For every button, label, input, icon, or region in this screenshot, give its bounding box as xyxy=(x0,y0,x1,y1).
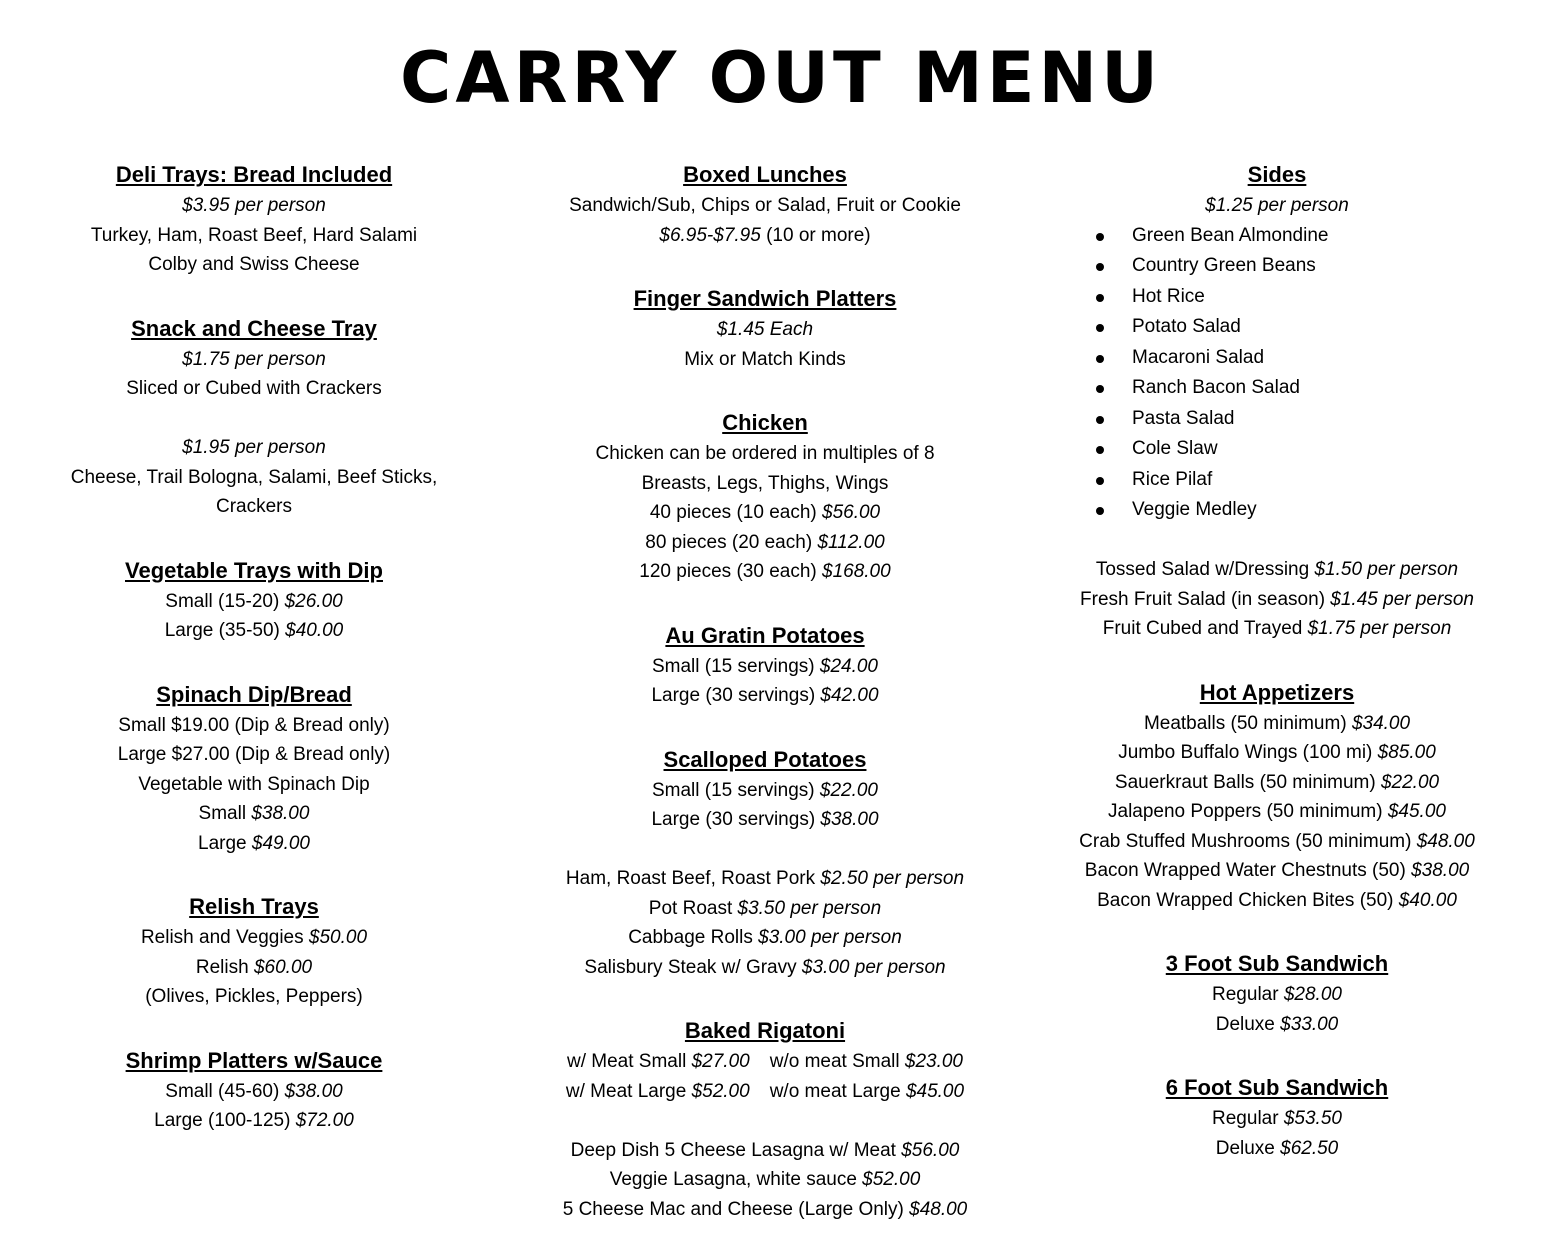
description: Chicken can be ordered in multiples of 8 xyxy=(595,443,935,464)
price: $1.25 per person xyxy=(1205,195,1349,216)
section-heading: Shrimp Platters w/Sauce xyxy=(125,1047,383,1073)
menu-line: Bacon Wrapped Water Chestnuts (50) $38.00 xyxy=(1084,860,1470,881)
section-heading: Deli Trays: Bread Included xyxy=(115,162,393,187)
menu-line: $6.95-$7.95 (10 or more) xyxy=(659,224,871,246)
menu-line: Relish and Veggies $50.00 xyxy=(140,927,368,948)
description: Crackers xyxy=(215,496,292,517)
section-heading: Spinach Dip/Bread xyxy=(156,681,352,707)
section-heading: Sides xyxy=(1247,162,1307,187)
menu-line: Fruit Cubed and Trayed $1.75 per person xyxy=(1102,618,1452,639)
deli-trays-section xyxy=(4,158,504,280)
description: Colby and Swiss Cheese xyxy=(148,254,360,275)
section-heading: Chicken xyxy=(722,410,808,435)
section-heading: Boxed Lunches xyxy=(683,162,847,187)
menu-line: w/ Meat Small $27.00 w/o meat Small $23.00 xyxy=(567,1051,963,1072)
list-item: Hot Rice xyxy=(1027,282,1527,313)
sub-6ft-section xyxy=(1027,1071,1527,1163)
menu-line: Large $27.00 (Dip & Bread only) xyxy=(117,744,391,765)
price: $1.45 Each xyxy=(716,319,814,340)
menu-line: Deluxe $62.50 xyxy=(1215,1137,1339,1159)
menu-line: Veggie Lasagna, white sauce $52.00 xyxy=(609,1169,921,1190)
section-heading: Hot Appetizers xyxy=(1199,679,1355,705)
section-heading: Relish Trays xyxy=(189,894,319,919)
menu-line: Meatballs (50 minimum) $34.00 xyxy=(1143,712,1411,734)
boxed-lunches-section xyxy=(515,158,1015,250)
price: $1.75 per person xyxy=(182,348,326,370)
list-item: Rice Pilaf xyxy=(1027,465,1527,496)
description: Turkey, Ham, Roast Beef, Hard Salami xyxy=(90,224,418,246)
list-item: Macaroni Salad xyxy=(1027,343,1527,374)
description: Sliced or Cubed with Crackers xyxy=(126,378,382,399)
section-heading: Vegetable Trays with Dip xyxy=(125,557,383,583)
menu-line: Pot Roast $3.50 per person xyxy=(648,897,882,919)
menu-column-middle xyxy=(515,158,1015,1224)
menu-line: Large (100-125) $72.00 xyxy=(154,1110,354,1131)
scalloped-section xyxy=(515,743,1015,983)
menu-line: Salisbury Steak w/ Gravy $3.00 per person xyxy=(584,956,946,978)
menu-line: Large (30 servings) $42.00 xyxy=(651,685,879,706)
description: Sandwich/Sub, Chips or Salad, Fruit or Cookie xyxy=(569,195,961,216)
au-gratin-section xyxy=(515,619,1015,711)
price: $3.95 per person xyxy=(182,195,326,216)
list-item: Veggie Medley xyxy=(1027,495,1527,526)
menu-line: Bacon Wrapped Chicken Bites (50) $40.00 xyxy=(1097,889,1457,911)
menu-line: Small $19.00 (Dip & Bread only) xyxy=(118,714,390,736)
menu-line: Small (15 servings) $22.00 xyxy=(651,779,878,801)
list-item: Green Bean Almondine xyxy=(1027,221,1527,252)
menu-line: Fresh Fruit Salad (in season) $1.45 per person xyxy=(1080,588,1474,610)
relish-trays-section xyxy=(4,890,504,1012)
menu-line: w/ Meat Large $52.00 w/o meat Large $45.00 xyxy=(565,1080,965,1102)
snack-cheese-section xyxy=(4,312,504,522)
spinach-dip-section xyxy=(4,678,504,859)
menu-line: Ham, Roast Beef, Roast Pork $2.50 per person xyxy=(565,868,965,889)
menu-line: Relish $60.00 xyxy=(195,956,313,978)
price: $1.95 per person xyxy=(182,437,326,458)
finger-sandwich-section xyxy=(515,282,1015,374)
menu-column-right xyxy=(1027,158,1527,1163)
hot-appetizers-section xyxy=(1027,676,1527,916)
section-heading: Finger Sandwich Platters xyxy=(633,286,897,311)
menu-line: 120 pieces (30 each) $168.00 xyxy=(639,561,891,582)
sides-section xyxy=(1027,158,1527,644)
section-heading: Au Gratin Potatoes xyxy=(665,622,865,648)
section-heading: Snack and Cheese Tray xyxy=(131,315,377,341)
list-item: Potato Salad xyxy=(1027,312,1527,343)
menu-line: Jumbo Buffalo Wings (100 mi) $85.00 xyxy=(1118,742,1436,763)
description: Mix or Match Kinds xyxy=(684,348,846,370)
description: Cheese, Trail Bologna, Salami, Beef Sticks, xyxy=(70,466,438,488)
menu-line: Small (15-20) $26.00 xyxy=(165,590,343,612)
sub-3ft-section xyxy=(1027,947,1527,1039)
menu-line: Jalapeno Poppers (50 minimum) $45.00 xyxy=(1108,801,1446,822)
list-item: Pasta Salad xyxy=(1027,404,1527,435)
menu-line: Large $49.00 xyxy=(198,832,310,854)
menu-line: Small (15 servings) $24.00 xyxy=(651,655,878,677)
section-heading: Baked Rigatoni xyxy=(684,1018,846,1043)
menu-line: Cabbage Rolls $3.00 per person xyxy=(628,927,902,948)
menu-line: Sauerkraut Balls (50 minimum) $22.00 xyxy=(1114,771,1440,793)
section-heading: 6 Foot Sub Sandwich xyxy=(1165,1075,1389,1100)
baked-rigatoni-section xyxy=(515,1014,1015,1224)
menu-line: Deluxe $33.00 xyxy=(1215,1013,1339,1035)
menu-line: Deep Dish 5 Cheese Lasagna w/ Meat $56.00 xyxy=(570,1139,960,1161)
shrimp-platters-section xyxy=(4,1044,504,1136)
list-item: Country Green Beans xyxy=(1027,251,1527,282)
list-item: Cole Slaw xyxy=(1027,434,1527,465)
section-heading: 3 Foot Sub Sandwich xyxy=(1165,951,1389,976)
menu-line: Large (30 servings) $38.00 xyxy=(651,809,879,830)
menu-line: Tossed Salad w/Dressing $1.50 per person xyxy=(1095,559,1459,580)
sides-list xyxy=(1027,221,1527,526)
menu-column-left xyxy=(4,158,504,1136)
description: Breasts, Legs, Thighs, Wings xyxy=(641,472,889,494)
menu-line: 80 pieces (20 each) $112.00 xyxy=(645,531,885,553)
menu-line: (Olives, Pickles, Peppers) xyxy=(145,986,363,1007)
menu-line: Regular $28.00 xyxy=(1212,984,1342,1005)
page-title: CARRY OUT MENU xyxy=(400,37,1162,119)
menu-line: Large (35-50) $40.00 xyxy=(164,620,344,641)
list-item: Ranch Bacon Salad xyxy=(1027,373,1527,404)
menu-line: Small (45-60) $38.00 xyxy=(165,1080,343,1102)
menu-line: Crab Stuffed Mushrooms (50 minimum) $48.00 xyxy=(1079,830,1475,852)
chicken-section xyxy=(515,406,1015,587)
menu-line: Regular $53.50 xyxy=(1212,1108,1342,1129)
menu-line: 5 Cheese Mac and Cheese (Large Only) $48.00 xyxy=(562,1198,968,1220)
vegetable-trays-section xyxy=(4,554,504,646)
menu-line: 40 pieces (10 each) $56.00 xyxy=(649,502,881,523)
section-heading: Scalloped Potatoes xyxy=(663,746,867,772)
menu-line: Vegetable with Spinach Dip xyxy=(138,773,370,795)
menu-line: Small $38.00 xyxy=(198,803,310,824)
